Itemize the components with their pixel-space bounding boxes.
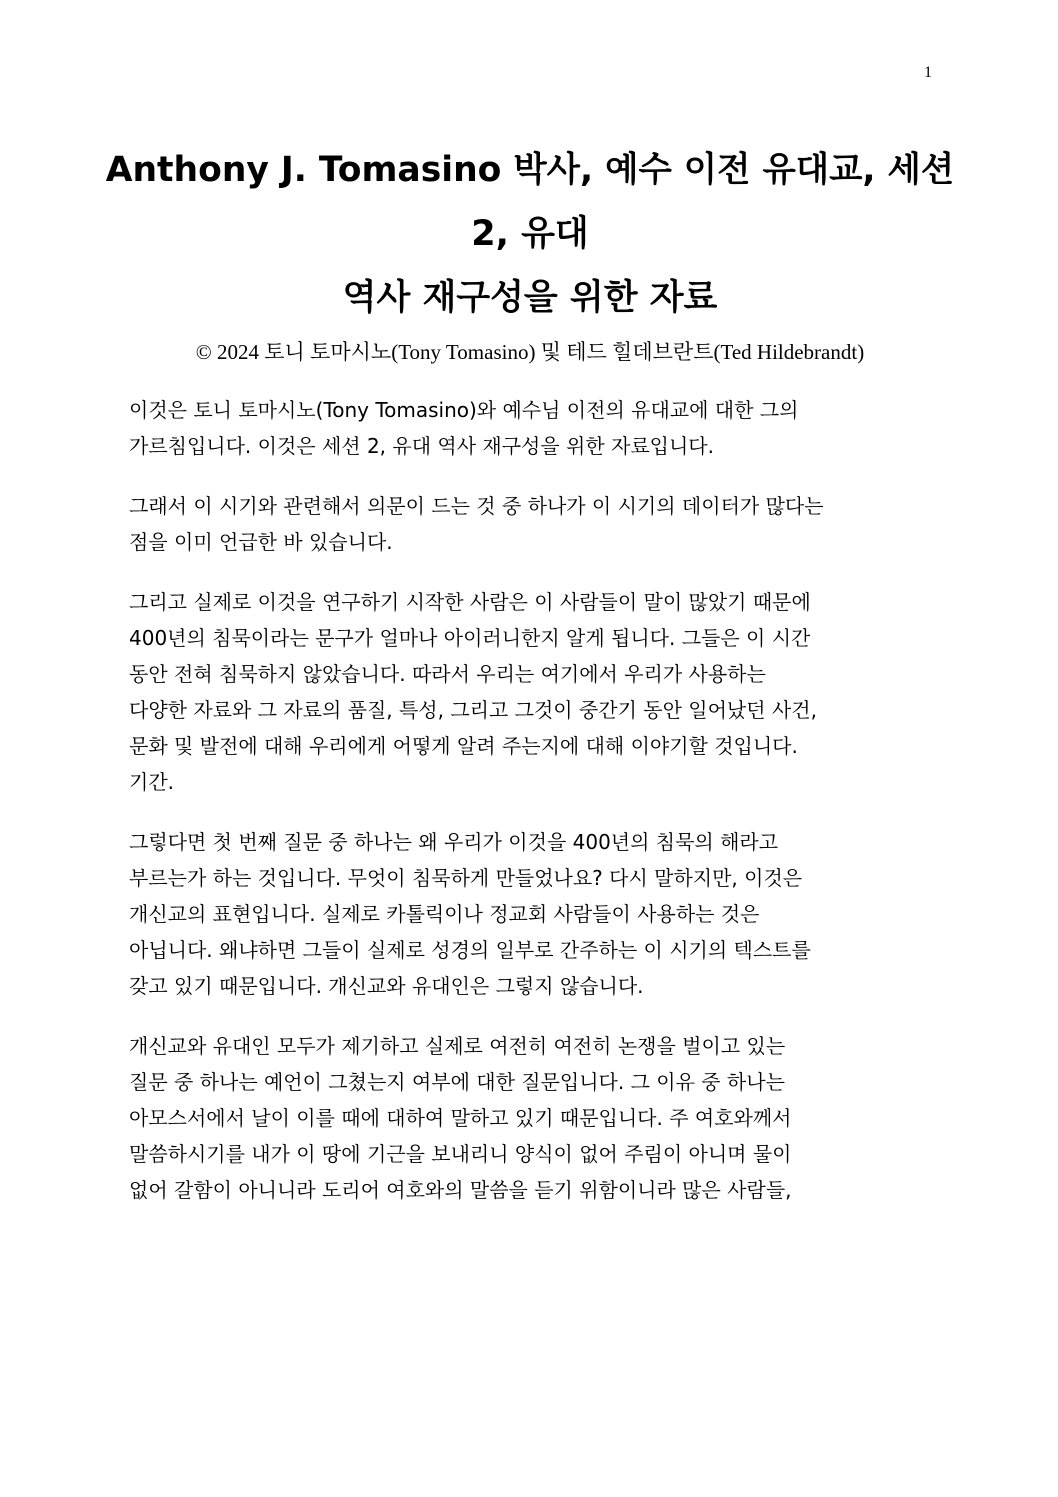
text-line: 말씀하시기를 내가 이 땅에 기근을 보내리니 양식이 없어 주림이 아니며 물이 [129, 1142, 792, 1166]
text-line: 그리고 실제로 이것을 연구하기 시작한 사람은 이 사람들이 말이 많았기 때문에 [129, 590, 811, 614]
text-line: 그렇다면 첫 번째 질문 중 하나는 왜 우리가 이것을 400년의 침묵의 해라고 [129, 830, 779, 854]
text-line: 다양한 자료와 그 자료의 품질, 특성, 그리고 그것이 중간기 동안 일어났던 사건, [129, 698, 817, 722]
page-number: 1 [924, 64, 932, 81]
text-line: 개신교의 표현입니다. 실제로 카톨릭이나 정교회 사람들이 사용하는 것은 [129, 902, 760, 926]
text-line: 400년의 침묵이라는 문구가 얼마나 아이러니한지 알게 됩니다. 그들은 이 시간 [129, 626, 811, 650]
text-line: 동안 전혀 침묵하지 않았습니다. 따라서 우리는 여기에서 우리가 사용하는 [129, 662, 766, 686]
title-line-1: Anthony J. Tomasino 박사, 예수 이전 유대교, 세션 [105, 150, 955, 190]
text-line: 이것은 토니 토마시노(Tony Tomasino)와 예수님 이전의 유대교에 대한 그의 [129, 398, 799, 422]
text-line: 아모스서에서 날이 이를 때에 대하여 말하고 있기 때문입니다. 주 여호와께서 [129, 1106, 792, 1130]
text-line: 점을 이미 언급한 바 있습니다. [129, 530, 393, 554]
title-line-2: 2, 유대 [471, 214, 589, 254]
text-line: 부르는가 하는 것입니다. 무엇이 침묵하게 만들었나요? 다시 말하지만, 이것은 [129, 866, 803, 890]
paragraph-4 [129, 824, 934, 1004]
text-line: 문화 및 발전에 대해 우리에게 어떻게 알려 주는지에 대해 이야기할 것입니다. [129, 734, 798, 758]
text-line: 갖고 있기 때문입니다. 개신교와 유대인은 그렇지 않습니다. [129, 974, 644, 998]
document-body [129, 392, 934, 1232]
paragraph-3 [129, 584, 934, 800]
text-line: 개신교와 유대인 모두가 제기하고 실제로 여전히 여전히 논쟁을 벌이고 있는 [129, 1034, 786, 1058]
text-line: 아닙니다. 왜냐하면 그들이 실제로 성경의 일부로 간주하는 이 시기의 텍스트를 [129, 938, 811, 962]
text-line: 기간. [129, 770, 174, 794]
paragraph-1 [129, 392, 934, 464]
text-line: 질문 중 하나는 예언이 그쳤는지 여부에 대한 질문입니다. 그 이유 중 하나는 [129, 1070, 785, 1094]
paragraph-2 [129, 488, 934, 560]
text-line: 없어 갈함이 아니니라 도리어 여호와의 말씀을 듣기 위함이니라 많은 사람들, [129, 1178, 792, 1202]
paragraph-5 [129, 1028, 934, 1208]
text-line: 그래서 이 시기와 관련해서 의문이 드는 것 중 하나가 이 시기의 데이터가 많다는 [129, 494, 824, 518]
text-line: 가르침입니다. 이것은 세션 2, 유대 역사 재구성을 위한 자료입니다. [129, 434, 714, 458]
document-header [100, 138, 960, 366]
copyright-notice: © 2024 토니 토마시노(Tony Tomasino) 및 테드 힐데브란트(Ted Hildebrandt) [195, 340, 865, 364]
title-line-3: 역사 재구성을 위한 자료 [342, 278, 718, 318]
